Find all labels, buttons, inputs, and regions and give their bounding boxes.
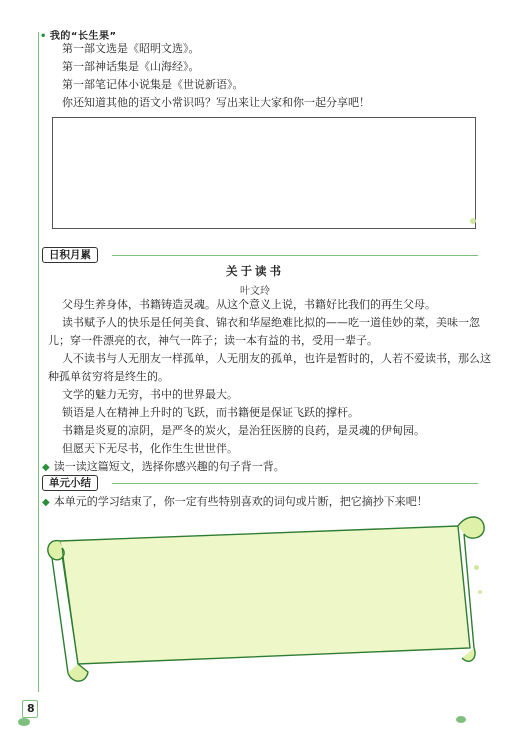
- task-copy-text: 本单元的学习结束了，你一定有些特别喜欢的词句或片断，把它摘抄下来吧！: [53, 495, 428, 508]
- scroll-writing-area[interactable]: [38, 508, 488, 690]
- task-read-text: 读一读这篇短文，选择你感兴趣的句子背一背。: [53, 460, 285, 473]
- fact-line-2: 第一部神话集是《山海经》。: [62, 60, 200, 73]
- header-title: 我的“长生果”: [49, 31, 117, 42]
- article-line: 书籍是炎夏的凉阴，是严冬的炭火，是治狂医膀的良药，是灵魂的伊甸园。: [62, 424, 425, 437]
- leaf-icon: [18, 718, 30, 726]
- page-header: [40, 27, 117, 42]
- article-line: 读书赋予人的快乐是任何美食、锦衣和华屋绝难比拟的——吃一道佳妙的菜，美味一忽: [62, 316, 480, 329]
- bullet-icon: •: [40, 31, 47, 42]
- section-rule: [112, 255, 478, 256]
- section-tag-summary: 单元小结: [42, 475, 98, 491]
- section-tag-daily: 日积月累: [42, 247, 98, 263]
- decor-dot: [470, 218, 476, 224]
- article-line: 人不读书与人无朋友一样孤单，人无朋友的孤单，也许是暂时的，人若不爱读书，那么这: [62, 352, 491, 365]
- decor-dot: [478, 590, 482, 594]
- article-line: 锁语是人在精神上升时的飞跃，而书籍便是保证飞跃的撑杆。: [62, 406, 359, 419]
- decor-dot: [474, 565, 479, 570]
- task-read: [42, 459, 285, 476]
- answer-box[interactable]: [52, 117, 476, 229]
- diamond-icon: ◆: [42, 497, 50, 508]
- fact-line-1: 第一部文选是《昭明文选》。: [62, 42, 200, 55]
- article-line: 但愿天下无尽书，化作生生世世伴。: [62, 442, 238, 455]
- fact-line-3: 第一部笔记体小说集是《世说新语》。: [62, 78, 244, 91]
- share-prompt: 你还知道其他的语文小常识吗？写出来让大家和你一起分享吧！: [62, 96, 370, 109]
- leaf-icon: [456, 716, 466, 723]
- page-number: 8: [27, 702, 35, 715]
- section-rule: [112, 483, 478, 484]
- diamond-icon: ◆: [42, 462, 50, 473]
- article-line: 父母生养身体，书籍铸造灵魂。从这个意义上说，书籍好比我们的再生父母。: [62, 298, 436, 311]
- article-line: 种孤单贫穷将是终生的。: [48, 370, 169, 383]
- article-line: 儿；穿一件漂亮的衣，神气一阵子；读一本有益的书，受用一辈子。: [48, 334, 378, 347]
- article-author: 叶文玲: [240, 286, 270, 297]
- article-line: 文学的魅力无穷，书中的世界最大。: [62, 388, 238, 401]
- article-title: 关于读书: [226, 264, 284, 278]
